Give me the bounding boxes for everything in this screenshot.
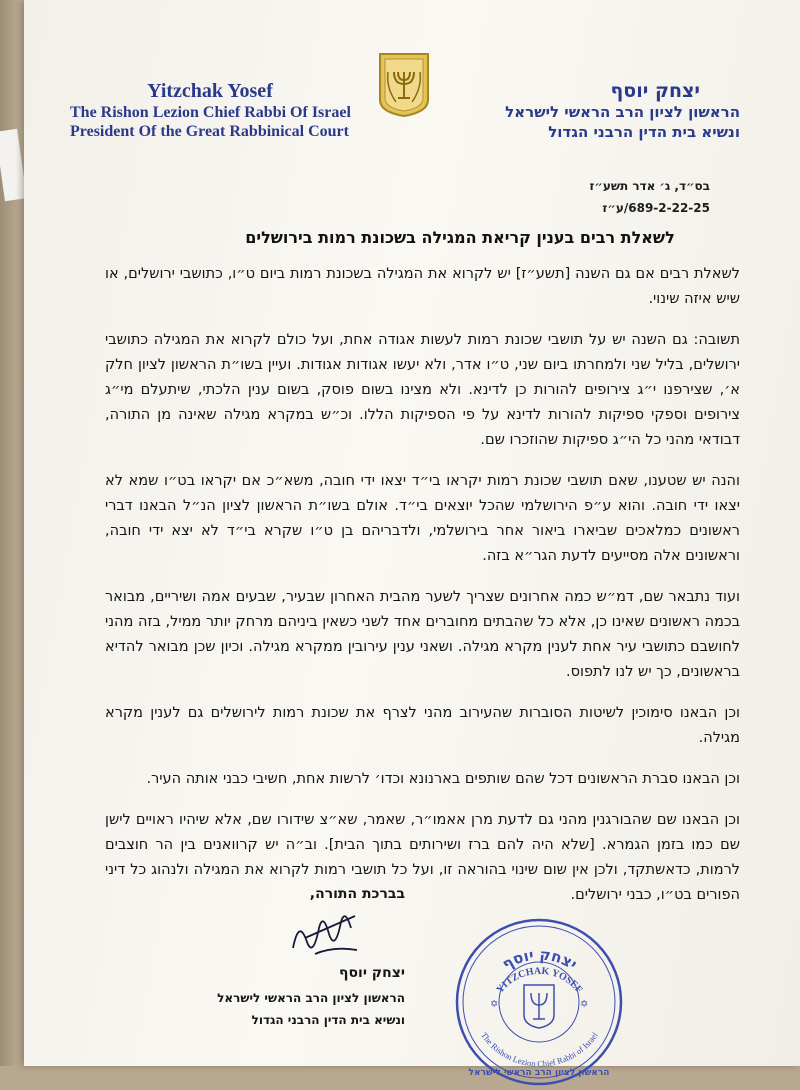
date-block [590, 175, 710, 219]
letterhead-he-title: הראשון לציון הרב הראשי לישראל [505, 103, 740, 121]
letter-title: לשאלת רבים בענין קריאת המגילה בשכונת רמות בירושלים [245, 228, 675, 247]
letterhead-he-court: ונשיא בית הדין הרבני הגדול [548, 123, 740, 141]
closing-greeting: בברכת התורה, [309, 886, 405, 902]
stamp-emblem-icon [524, 985, 554, 1028]
letterhead-en-court: President Of the Great Rabbinical Court [70, 123, 349, 140]
state-emblem-icon [376, 52, 432, 118]
letter-body [105, 262, 740, 924]
stamp-english-name: YITZCHAK YOSEF [494, 965, 585, 996]
paragraph: וכן הבאנו סימוכין לשיטות הסוברות שהעירוב מהני לצרף את שכונת רמות לירושלים גם לענין מקרא מגילה. [105, 705, 740, 746]
signatory-title: הראשון לציון הרב הראשי לישראל [217, 991, 405, 1005]
stamp-hebrew-title: הראשון לציון הרב הראשי לישראל [468, 1068, 610, 1078]
paragraph: וכן הבאנו שם שהבורגנין מהני גם לדעת מרן אאמו״ר, שאמר, שא״צ שידורו שם, אלא שיהיו ראויים לישן שם כמו בזמן הגמרא. [שלא היה להם ברז ושירותים בתוך הבית]. וב״ה יש קרוואנים בין הר חוצבים לרמות, כדאשתקד, ולכן אין שום שינוי בהוראה זו, ועל כל תושבי רמות לקרוא את המגילה ולנהוג כל דיני הפורים בט״ו, כבני ירושלים. [105, 812, 740, 903]
stamp-star-icon: ✡ [580, 999, 589, 1010]
reference-number: 689-2-22-25/ע״ז [602, 201, 710, 215]
official-stamp [452, 915, 627, 1090]
paragraph: וכן הבאנו סברת הראשונים דכל שהם שותפים בארנונא וכדו׳ לרשות אחת, חשיבי כבני אותה העיר. [146, 771, 740, 787]
letterhead-en-title: The Rishon Lezion Chief Rabbi Of Israel [70, 104, 351, 121]
paragraph: והנה יש שטענו, שאם תושבי שכונת רמות יקראו בי״ד יצאו ידי חובה, משא״כ אם יקראו בט״ו שמא לא יצאו ידי חובה. והוא ע״פ הירושלמי שהכל יוצאים בי״ד. אולם בשו״ת הראשון לציון הנ״ל הבאנו דברי ראשונים כמלאכים שביארו ביאור אחר בירושלמי, ולדבריהם בן ט״ו שקרא בי״ד לא יצא ידי חובה, וראשונים אלה מסייעים לדעת הגר״א בזה. [105, 473, 740, 564]
signature-block [217, 965, 405, 1031]
handwritten-signature [285, 898, 365, 962]
paragraph-answer: תשובה: גם השנה יש על תושבי שכונת רמות לעשות אגודה אחת, ועל כולם לקרוא את המגילה כתושבי ירושלים, בליל שני ולמחרתו ביום שני, ט״ו אדר, ולא יעשו אגודות אגודות. ועיין בשו״ת הראשון לציון חלק א׳, שצירפנו י״ג צירופים להורות כן לדינא. ולא מצינו בשום פוסק, בשום ענין הלכתי, שיתעלם מי״ג צירופים וספקי ספיקות להורות לדינא על פי הספיקות הללו. וכ״ש במקרא מגילה שאינה מן התורה, דבודאי מהני כל הי״ג ספיקות שהוזכרו שם. [105, 332, 740, 448]
letterhead-hebrew [430, 80, 740, 142]
signatory-court: ונשיא בית הדין הרבני הגדול [251, 1013, 405, 1027]
letterhead-english [70, 80, 370, 141]
paragraph-question: לשאלת רבים אם גם השנה [תשע״ז] יש לקרוא את המגילה בשכונת רמות ביום ט״ו, כתושבי ירושלים, או שיש איזה שינוי. [105, 266, 740, 307]
stamp-hebrew-name: יצחק יוסף [499, 945, 581, 974]
letterhead-he-name: יצחק יוסף [610, 80, 700, 102]
signatory-name: יצחק יוסף [339, 965, 405, 981]
letterhead-en-name: Yitzchak Yosef [147, 80, 273, 102]
stamp-english-title: The Rishon Lezion Chief Rabbi of Israel [479, 1030, 600, 1069]
date-line: בס״ד, ג׳ אדר תשע״ז [589, 179, 710, 193]
paragraph: ועוד נתבאר שם, דמ״ש כמה אחרונים שצריך לשער מהבית האחרון שבעיר, שבעים אמה ושיריים, מבואר בכמה ראשונים שאינו כן, אלא כל שהבתים מחוברים אחד לשני כשאין ביניהם מרחק יותר ממיל, בזה מהני לחושבם כתושבי עיר אחת לענין מקרא מגילה. ושאני ענין עירובין ממקרא מגילה. וכיון שכן מבואר להדיא בראשונים, כך יש לנו לתפוס. [105, 589, 740, 680]
stamp-star-icon: ✡ [490, 999, 499, 1010]
